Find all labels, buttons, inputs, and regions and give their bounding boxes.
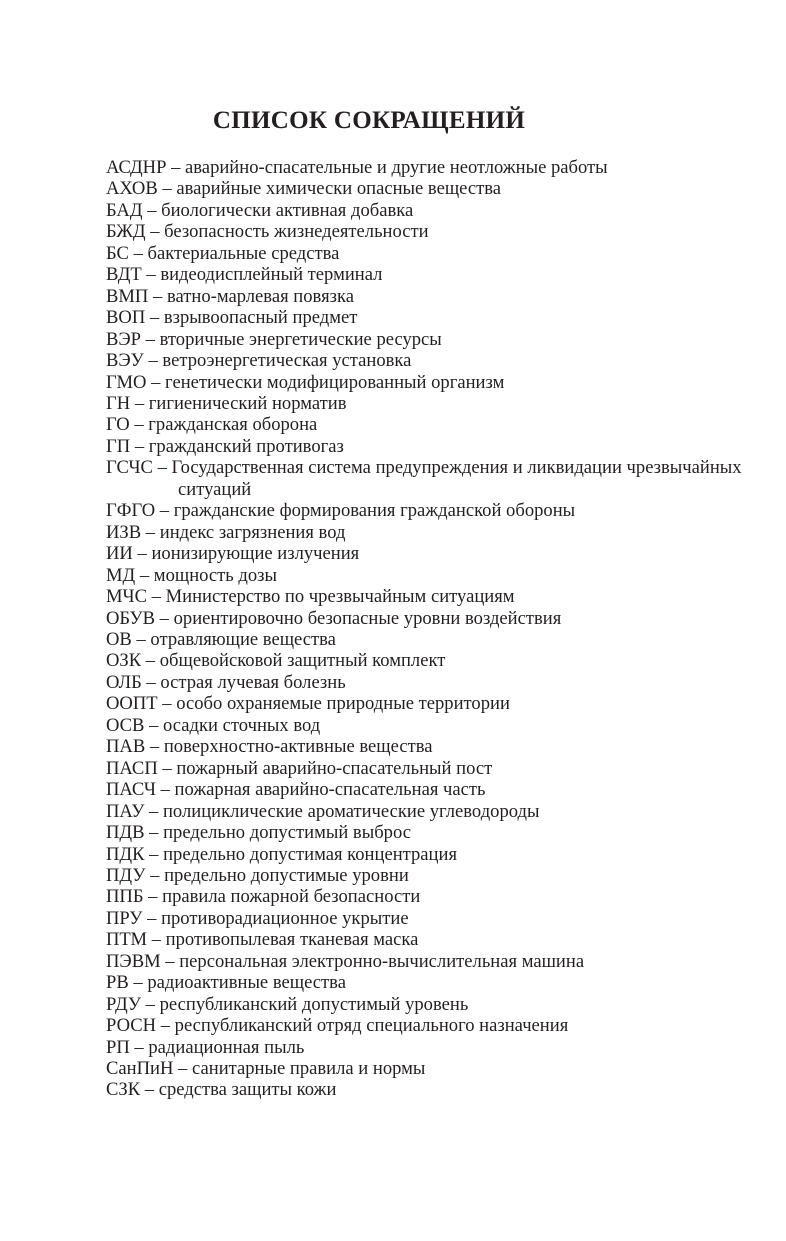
- abbreviation-entry: ОЛБ – острая лучевая болезнь: [106, 671, 346, 693]
- abbreviation-entry: ПДК – предельно допустимая концентрация: [106, 843, 458, 865]
- abbreviation-entry: ГФГО – гражданские формирования гражданской обороны: [106, 500, 576, 522]
- abbreviation-entry: ПАУ – полициклические ароматические углеводороды: [106, 800, 540, 822]
- abbreviation-entry: СЗК – средства защиты кожи: [106, 1079, 337, 1101]
- abbreviation-entry: РП – радиационная пыль: [106, 1036, 305, 1058]
- abbreviation-entry: АСДНР – аварийно-спасательные и другие неотложные работы: [106, 157, 608, 178]
- abbreviation-entry: ВМП – ватно-марлевая повязка: [106, 285, 354, 307]
- abbreviation-entry: ПДУ – предельно допустимые уровни: [106, 864, 409, 886]
- abbreviation-entry: ВОП – взрывоопасный предмет: [106, 307, 358, 329]
- abbreviation-entry: ООПТ – особо охраняемые природные территории: [106, 693, 510, 715]
- abbreviation-entry: СанПиН – санитарные правила и нормы: [106, 1058, 426, 1080]
- abbreviation-entry: ПЭВМ – персональная электронно-вычислительная машина: [106, 950, 585, 972]
- abbreviation-entry: ОЗК – общевойсковой защитный комплект: [106, 650, 446, 672]
- abbreviation-entry: ИЗВ – индекс загрязнения вод: [106, 521, 346, 543]
- page-title: СПИСОК СОКРАЩЕНИЙ: [212, 107, 526, 134]
- abbreviation-list: [106, 157, 742, 1101]
- abbreviation-entry: ГП – гражданский противогаз: [106, 435, 344, 457]
- abbreviation-entry: ИИ – ионизирующие излучения: [106, 543, 360, 565]
- abbreviation-entry: МД – мощность дозы: [106, 564, 278, 586]
- abbreviation-entry: РОСН – республиканский отряд специального назначения: [106, 1015, 569, 1037]
- abbreviation-entry: ПАСЧ – пожарная аварийно-спасательная часть: [106, 779, 486, 801]
- abbreviation-entry: ПАВ – поверхностно-активные вещества: [106, 736, 433, 758]
- abbreviation-entry: ПТМ – противопылевая тканевая маска: [106, 929, 419, 951]
- abbreviation-entry: ПДВ – предельно допустимый выброс: [106, 822, 411, 844]
- abbreviation-entry: РДУ – республиканский допустимый уровень: [106, 993, 469, 1015]
- abbreviation-entry: ВЭР – вторичные энергетические ресурсы: [106, 328, 442, 350]
- abbreviation-entry: ППБ – правила пожарной безопасности: [106, 886, 421, 908]
- abbreviation-entry: ГСЧС – Государственная система предупреждения и ликвидации чрезвычайных ситуаций: [106, 457, 742, 500]
- abbreviation-entry: БС – бактериальные средства: [106, 242, 340, 264]
- abbreviation-entry: ОВ – отравляющие вещества: [106, 628, 336, 650]
- abbreviation-entry: БАД – биологически активная добавка: [106, 199, 414, 221]
- abbreviation-entry: ГН – гигиенический норматив: [106, 392, 347, 414]
- abbreviation-entry: ОБУВ – ориентировочно безопасные уровни воздействия: [106, 607, 562, 629]
- abbreviation-entry: ПАСП – пожарный аварийно-спасательный пост: [106, 757, 493, 779]
- abbreviation-entry: ПРУ – противорадиационное укрытие: [106, 907, 409, 929]
- abbreviation-entry: ВДТ – видеодисплейный терминал: [106, 264, 383, 286]
- abbreviation-entry: ОСВ – осадки сточных вод: [106, 714, 321, 736]
- abbreviation-entry: БЖД – безопасность жизнедеятельности: [106, 221, 429, 243]
- abbreviation-entry: МЧС – Министерство по чрезвычайным ситуациям: [106, 586, 515, 608]
- abbreviation-entry: ГМО – генетически модифицированный организм: [106, 371, 505, 393]
- abbreviation-entry: ГО – гражданская оборона: [106, 414, 318, 436]
- abbreviation-entry: ВЭУ – ветроэнергетическая установка: [106, 350, 412, 372]
- abbreviation-entry: АХОВ – аварийные химически опасные вещества: [106, 178, 502, 200]
- abbreviation-entry: РВ – радиоактивные вещества: [106, 972, 346, 994]
